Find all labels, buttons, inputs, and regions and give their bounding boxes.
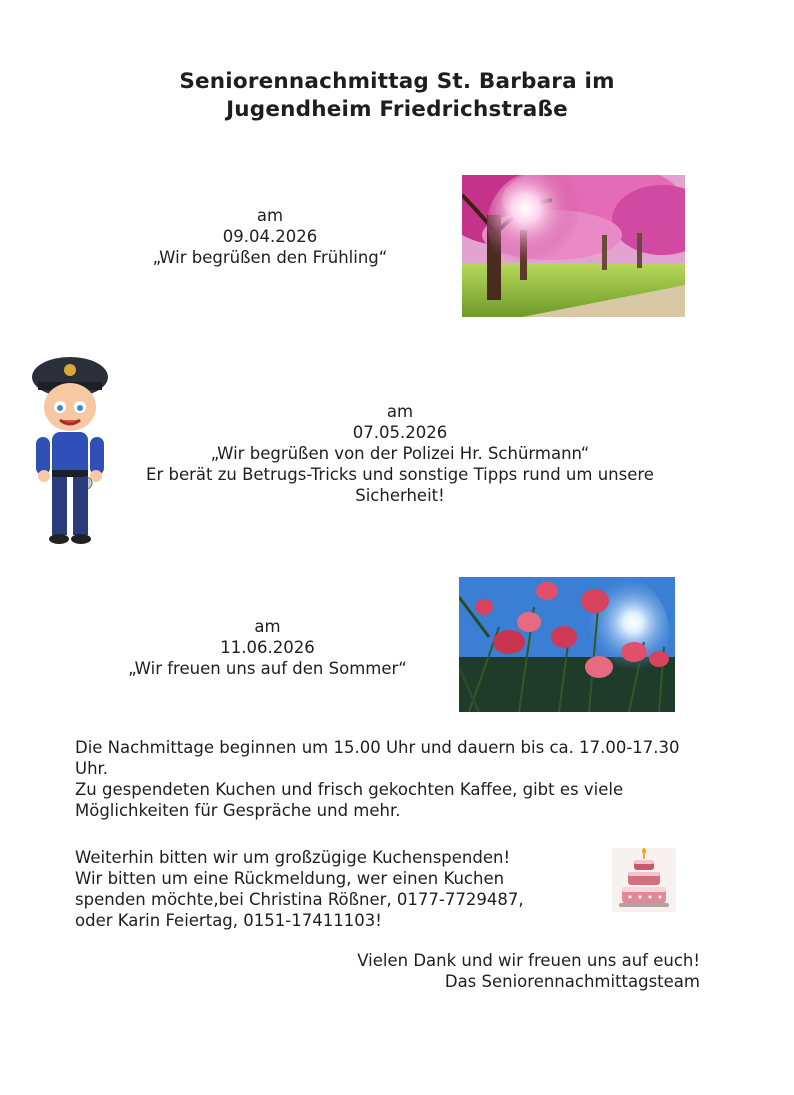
closing-note [300, 950, 700, 992]
info-paragraph-2: Zu gespendeten Kuchen und frisch gekochten Kaffee, gibt es viele Möglichkeiten für Gespräche und mehr. [75, 780, 624, 820]
police-officer-illustration [30, 352, 110, 547]
cake-icon [612, 848, 676, 912]
event-date: 07.05.2026 [352, 423, 448, 442]
event-motto: „Wir freuen uns auf den Sommer“ [128, 659, 407, 678]
title-line-1: Seniorennachmittag St. Barbara im [179, 69, 615, 94]
donation-line-1: Weiterhin bitten wir um großzügige Kuchenspenden! [75, 848, 511, 867]
title-line-2: Jugendheim Friedrichstraße [226, 97, 568, 122]
event-description: Er berät zu Betrugs-Tricks und sonstige Tipps rund um unsere Sicherheit! [146, 465, 654, 505]
event-date: 09.04.2026 [222, 227, 318, 246]
event-spring [120, 205, 420, 268]
event-police [110, 401, 690, 506]
donation-line-2: Wir bitten um eine Rückmeldung, wer einen Kuchen [75, 869, 505, 888]
event-prefix: am [256, 206, 284, 225]
event-summer [110, 616, 425, 679]
donation-request [75, 847, 615, 931]
closing-signature: Das Seniorennachmittagsteam [444, 972, 700, 991]
event-motto: „Wir begrüßen von der Polizei Hr. Schürmann“ [210, 444, 590, 463]
event-motto: „Wir begrüßen den Frühling“ [152, 248, 388, 267]
event-prefix: am [386, 402, 414, 421]
poppy-flowers-photo [459, 577, 675, 712]
page-title [0, 68, 794, 124]
donation-line-4: oder Karin Feiertag, 0151-17411103! [75, 911, 382, 930]
donation-line-3: spenden möchte,bei Christina Rößner, 0177-7729487, [75, 890, 524, 909]
info-paragraph-1: Die Nachmittage beginnen um 15.00 Uhr und dauern bis ca. 17.00-17.30 Uhr. [75, 738, 680, 778]
event-date: 11.06.2026 [220, 638, 315, 657]
event-prefix: am [254, 617, 281, 636]
closing-line-1: Vielen Dank und wir freuen uns auf euch! [357, 951, 700, 970]
schedule-info [75, 737, 715, 821]
cherry-blossom-photo [462, 175, 685, 317]
